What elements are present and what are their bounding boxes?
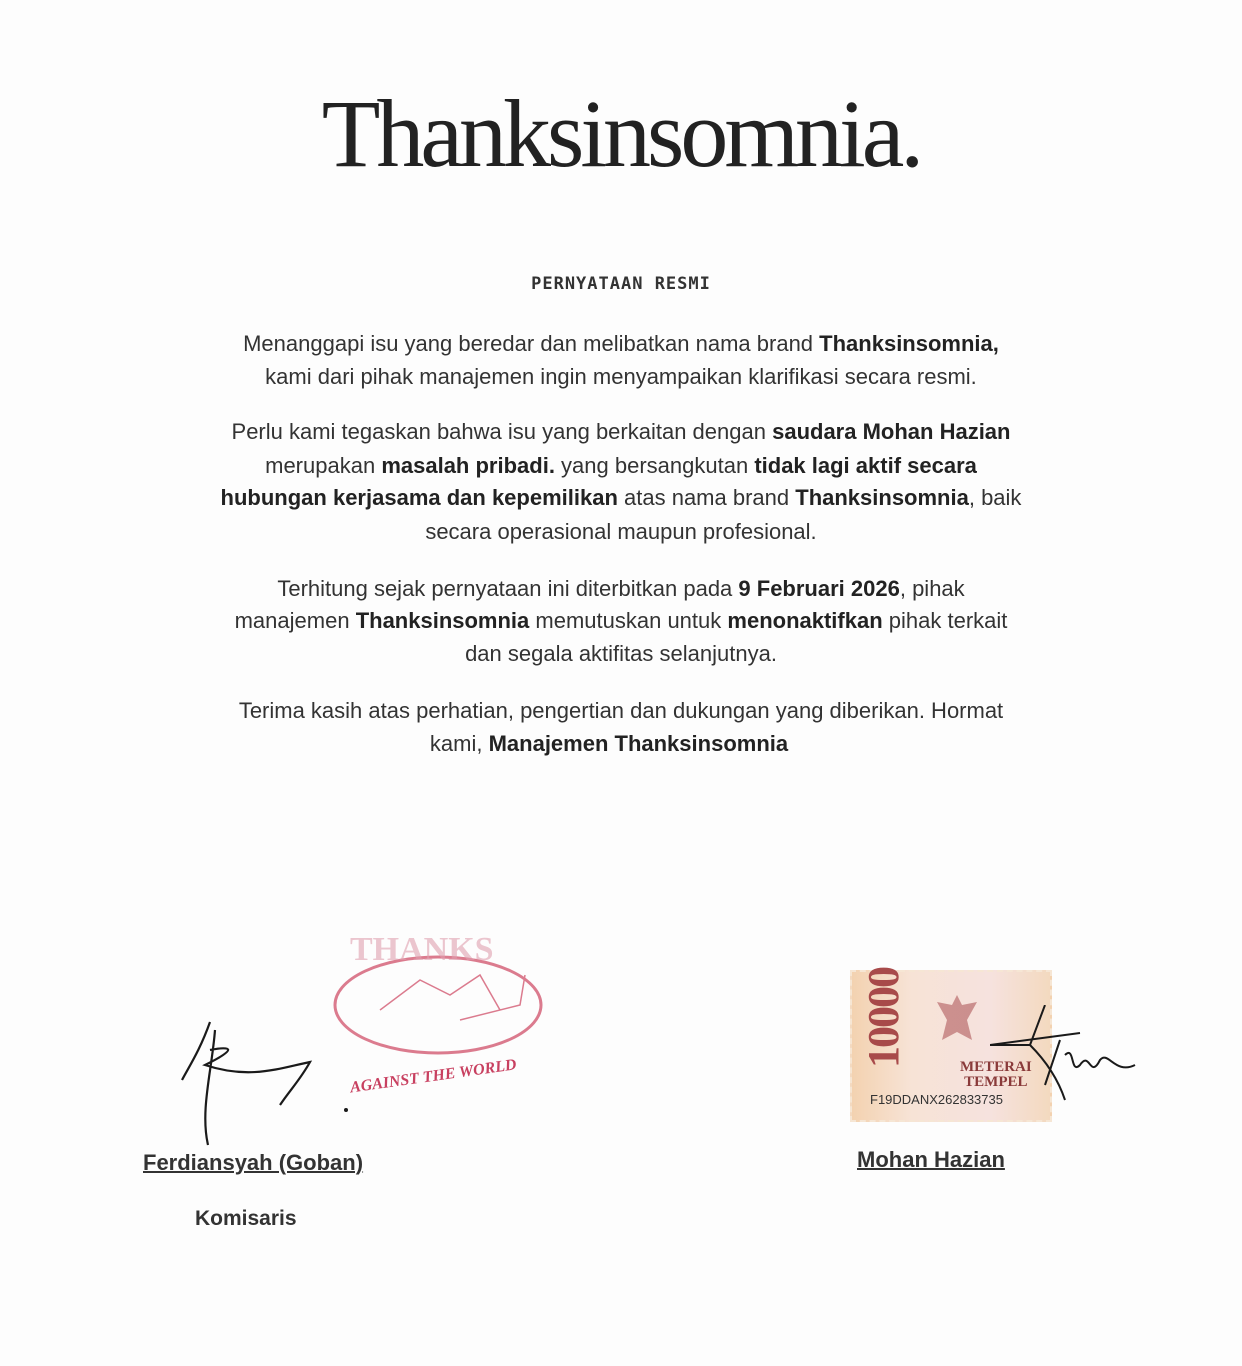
garuda-emblem-icon: [932, 990, 982, 1050]
text: memutuskan untuk: [529, 608, 728, 633]
brand-logo: Thanksinsomnia.: [321, 80, 921, 187]
text: manajemen: [234, 608, 356, 633]
text: atas nama brand: [617, 485, 796, 510]
text: merupakan: [265, 453, 382, 478]
meterai-label-2: TEMPEL: [964, 1074, 1028, 1090]
text: kami dari pihak manajemen ingin menyampaikan klarifikasi secara resmi.: [265, 364, 977, 389]
text: , pihak: [899, 576, 965, 601]
text-line: [0, 731, 1230, 757]
text-line: [0, 608, 1242, 634]
signature-right: [990, 1005, 1140, 1115]
signatory-name-left: Ferdiansyah (Goban): [143, 1150, 364, 1175]
text-line: [0, 419, 1242, 445]
signature-left: [170, 1010, 350, 1150]
text: Terima kasih atas perhatian, pengertian dan dukungan yang diberikan. Hormat: [238, 698, 1004, 723]
text-line: [0, 485, 1242, 511]
bold-text: tidak lagi aktif secara: [754, 453, 977, 478]
bold-text: hubungan kerjasama dan kepemilikan: [220, 485, 618, 510]
text: Terhitung sejak pernyataan ini diterbitkan pada: [277, 576, 739, 601]
signatory-role-left: Komisaris: [195, 1207, 297, 1230]
svg-text:THANKS: THANKS: [350, 931, 494, 968]
text: dan segala aktifitas selanjutnya.: [465, 641, 777, 666]
bold-text: Thanksinsomnia: [795, 485, 969, 510]
meterai-value: 10000: [859, 968, 908, 1068]
text-line: [0, 641, 1242, 667]
text: yang bersangkutan: [554, 453, 755, 478]
text-line: [0, 576, 1242, 602]
bold-text: Manajemen Thanksinsomnia: [488, 731, 789, 756]
text: kami,: [429, 731, 489, 756]
text-line: [0, 331, 1242, 357]
meterai-label-1: METERAI: [960, 1059, 1032, 1075]
text-line: [0, 453, 1242, 479]
bold-text: saudara Mohan Hazian: [772, 419, 1011, 444]
bold-text: 9 Februari 2026: [738, 576, 900, 601]
text-line: [0, 364, 1242, 390]
text-line: [0, 698, 1242, 724]
statement-heading: PERNYATAAN RESMI: [531, 274, 711, 294]
text: , baik: [968, 485, 1022, 510]
bold-text: Thanksinsomnia,: [819, 331, 999, 356]
signatory-name-right: Mohan Hazian: [857, 1147, 1005, 1172]
text: Menanggapi isu yang beredar dan melibatkan nama brand: [243, 331, 820, 356]
company-stamp: [320, 920, 600, 1100]
meterai-serial: F19DDANX262833735: [870, 1092, 1003, 1107]
bold-text: menonaktifkan: [727, 608, 883, 633]
text-line: [0, 519, 1242, 545]
text: secara operasional maupun profesional.: [425, 519, 817, 544]
text: Perlu kami tegaskan bahwa isu yang berkaitan dengan: [231, 419, 773, 444]
bold-text: Thanksinsomnia: [355, 608, 530, 633]
text: pihak terkait: [882, 608, 1008, 633]
stamp-text: AGAINST THE WORLD: [349, 1056, 518, 1097]
bold-text: masalah pribadi.: [381, 453, 555, 478]
